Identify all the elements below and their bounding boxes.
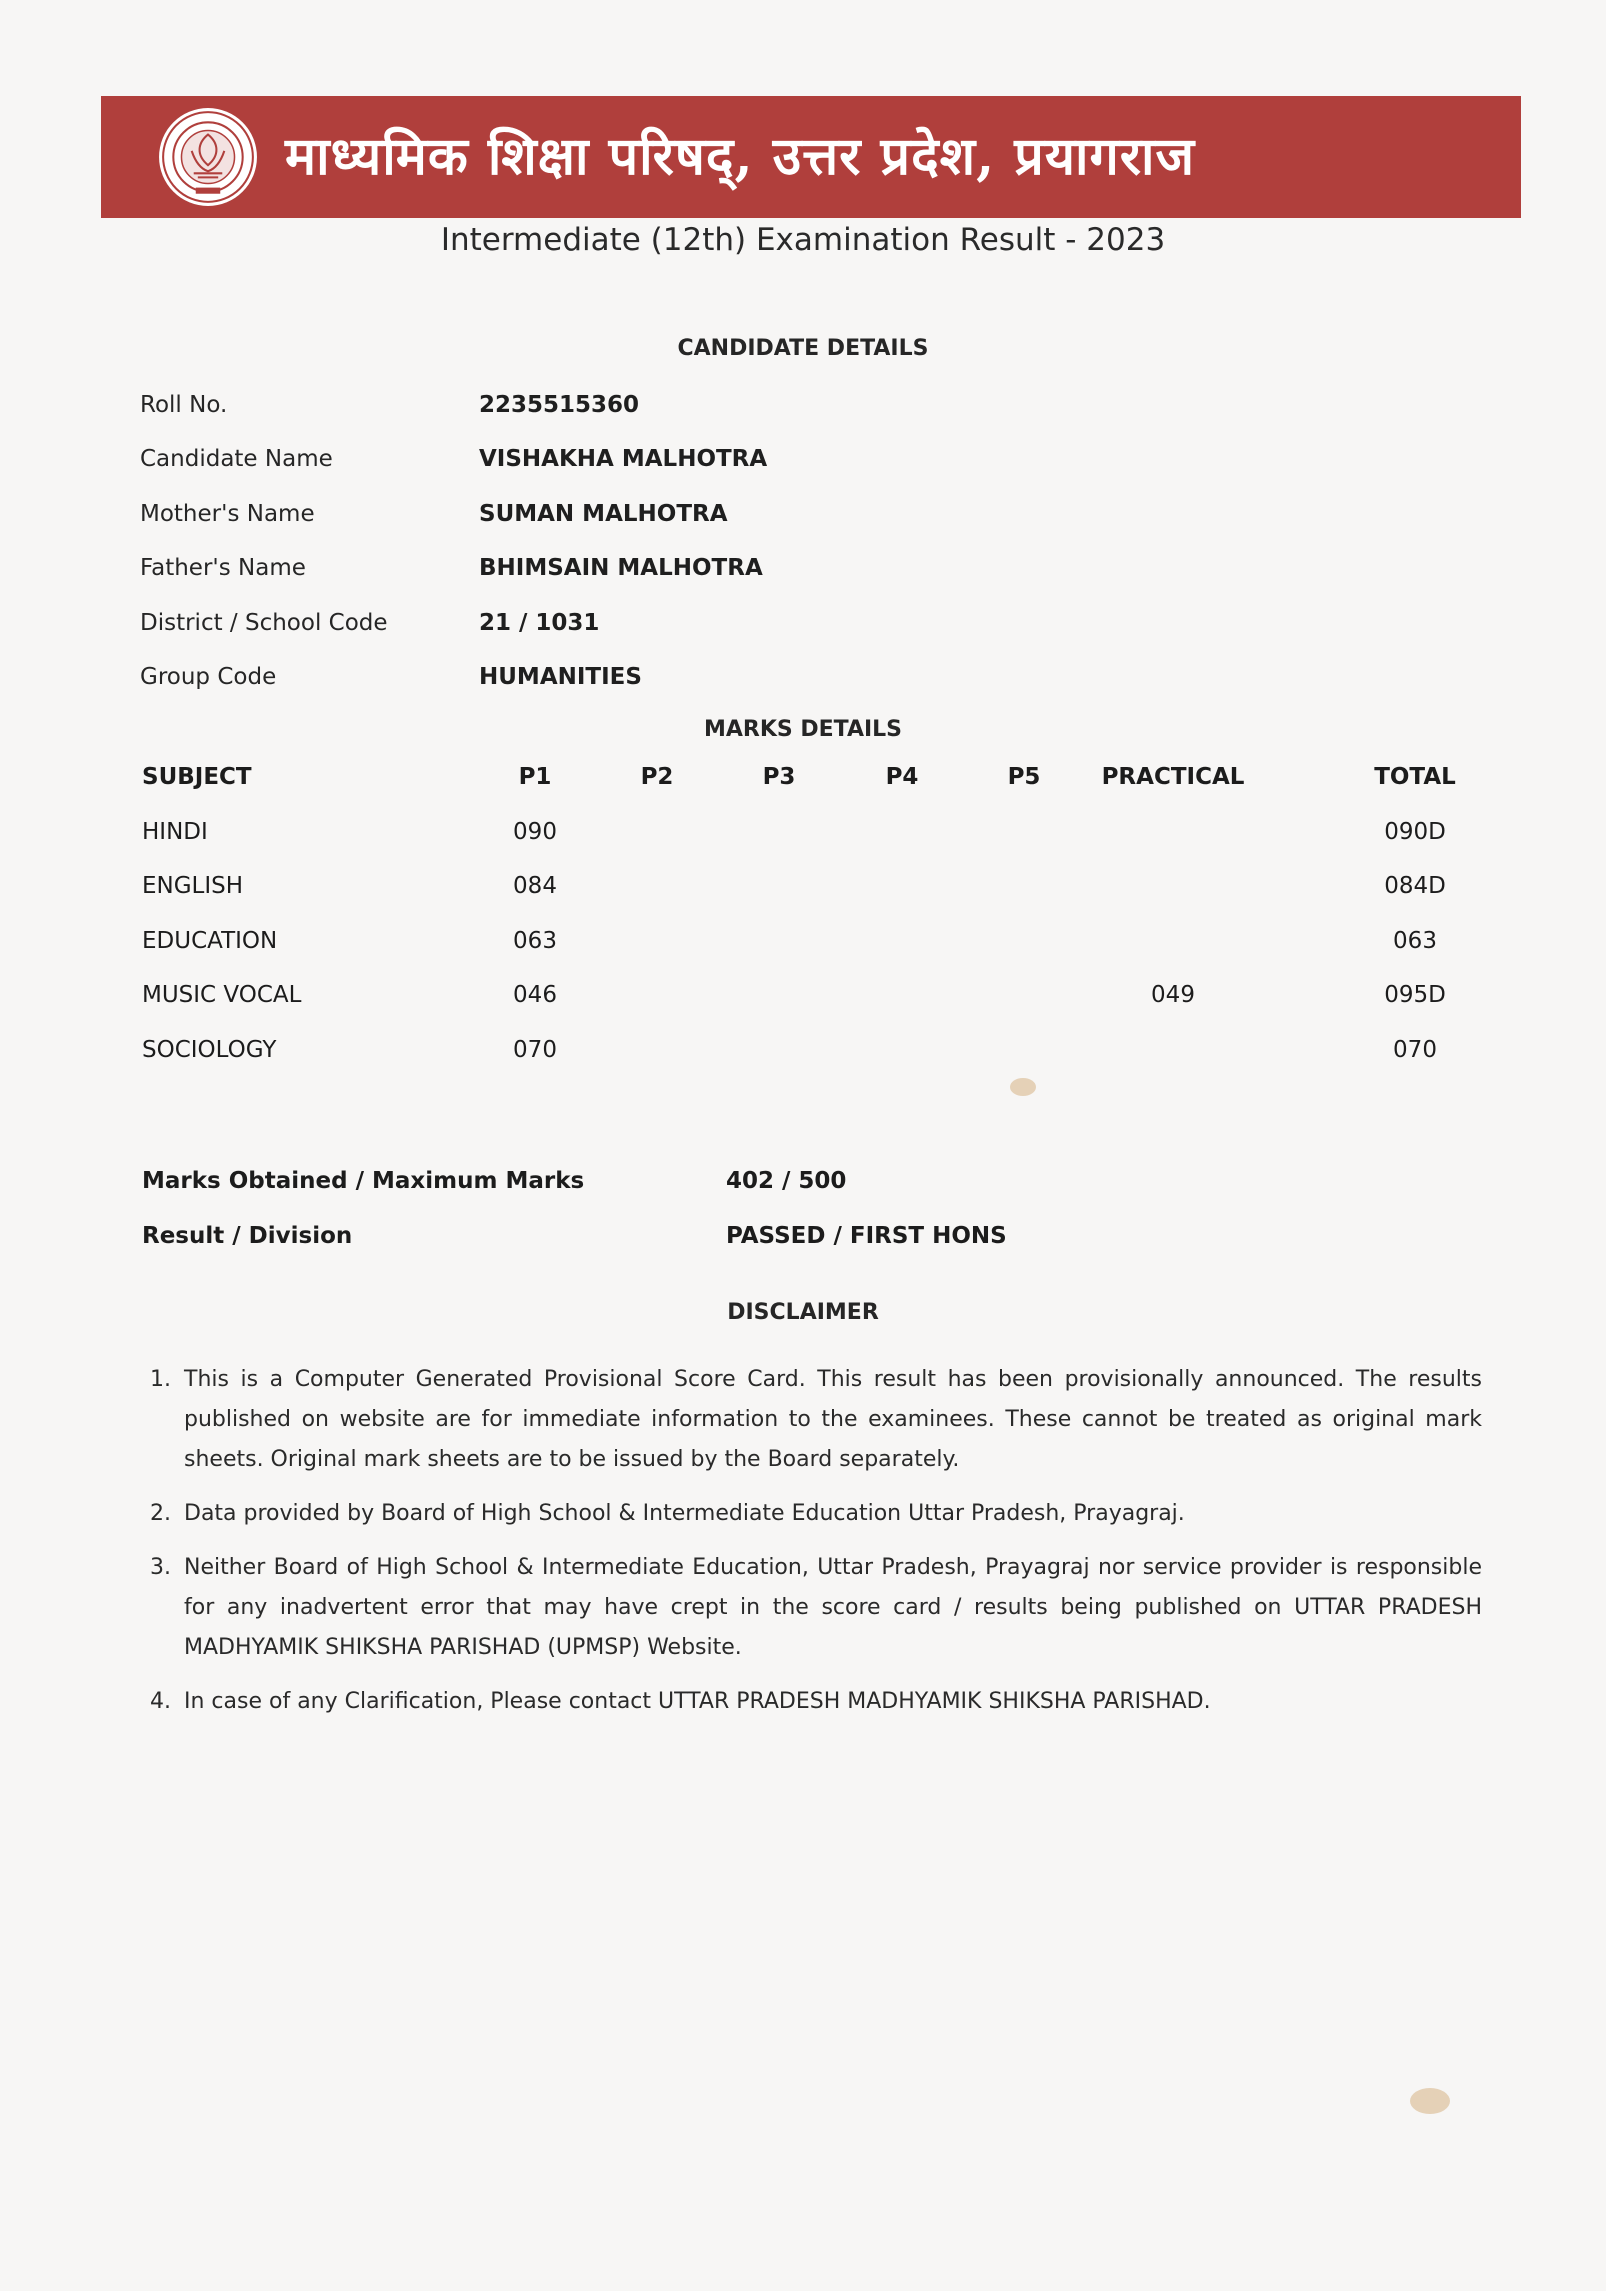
up-board-emblem-icon: [157, 106, 259, 208]
p1-mark: 084: [513, 873, 557, 899]
item-text: Data provided by Board of High School & Intermediate Education Uttar Pradesh, Prayagraj.: [184, 1501, 1185, 1526]
marks-details-title: MARKS DETAILS: [703, 717, 903, 742]
p1-mark: 063: [513, 928, 557, 954]
father-name-value: BHIMSAIN MALHOTRA: [479, 555, 763, 581]
table-row: [140, 928, 1460, 968]
roll-no-row: [140, 392, 1440, 432]
disclaimer-list: [150, 1360, 1482, 1736]
group-code-row: [140, 664, 1440, 704]
group-code-value: HUMANITIES: [479, 664, 642, 690]
header-p2: P2: [640, 764, 674, 790]
board-name: माध्यमिक शिक्षा परिषद्, उत्तर प्रदेश, प्रयागराज: [285, 126, 1196, 187]
total-mark: 063: [1393, 928, 1437, 954]
list-item: [150, 1494, 1482, 1534]
practical-mark: 049: [1151, 982, 1195, 1008]
marks-obtained-value: 402 / 500: [726, 1168, 847, 1194]
list-item: [150, 1548, 1482, 1668]
item-text: In case of any Clarification, Please contact UTTAR PRADESH MADHYAMIK SHIKSHA PARISHAD.: [184, 1689, 1211, 1714]
disclaimer-title: DISCLAIMER: [727, 1300, 879, 1325]
p1-mark: 070: [513, 1037, 557, 1063]
header-p3: P3: [762, 764, 796, 790]
item-number: 4.: [150, 1689, 171, 1714]
total-mark: 090D: [1384, 819, 1446, 845]
header-banner: [101, 96, 1521, 218]
p1-mark: 090: [513, 819, 557, 845]
candidate-name-label: Candidate Name: [140, 446, 333, 472]
header-subject: SUBJECT: [142, 764, 252, 790]
district-school-code-row: [140, 610, 1440, 650]
header-p4: P4: [885, 764, 919, 790]
list-item: [150, 1682, 1482, 1722]
header-total: TOTAL: [1374, 764, 1456, 790]
header-p1: P1: [518, 764, 552, 790]
total-mark: 095D: [1384, 982, 1446, 1008]
result-division-value: PASSED / FIRST HONS: [726, 1223, 1007, 1249]
roll-no-label: Roll No.: [140, 392, 228, 418]
result-division-row: [142, 1223, 1442, 1263]
candidate-name-value: VISHAKHA MALHOTRA: [479, 446, 768, 472]
total-mark: 070: [1393, 1037, 1437, 1063]
subject-name: ENGLISH: [142, 873, 244, 899]
table-row: [140, 819, 1460, 859]
mother-name-value: SUMAN MALHOTRA: [479, 501, 728, 527]
item-number: 1.: [150, 1367, 171, 1392]
subject-name: MUSIC VOCAL: [142, 982, 302, 1008]
marks-summary-row: [142, 1168, 1442, 1208]
candidate-name-row: [140, 446, 1440, 486]
marks-header-row: [140, 764, 1460, 804]
item-text: This is a Computer Generated Provisional Score Card. This result has been provisionally announced. The results published on website are for immediate information to the examinees. These cannot be treated as original mark sheets. Original mark sheets are to be issued by the Board separately.: [184, 1367, 1482, 1472]
subject-name: HINDI: [142, 819, 208, 845]
exam-title: Intermediate (12th) Examination Result - 2023: [440, 222, 1166, 258]
candidate-details-title: CANDIDATE DETAILS: [677, 336, 929, 361]
paper-stain: [1010, 1078, 1036, 1096]
table-row: [140, 982, 1460, 1022]
list-item: [150, 1360, 1482, 1480]
item-text: Neither Board of High School & Intermediate Education, Uttar Pradesh, Prayagraj nor service provider is responsible for any inadvertent error that may have crept in the score card / results being published on UTTAR PRADESH MADHYAMIK SHIKSHA PARISHAD (UPMSP) Website.: [184, 1555, 1482, 1660]
header-p5: P5: [1007, 764, 1041, 790]
father-name-label: Father's Name: [140, 555, 306, 581]
subject-name: EDUCATION: [142, 928, 278, 954]
group-code-label: Group Code: [140, 664, 277, 690]
district-school-code-label: District / School Code: [140, 610, 388, 636]
table-row: [140, 1037, 1460, 1077]
father-name-row: [140, 555, 1440, 595]
p1-mark: 046: [513, 982, 557, 1008]
result-division-label: Result / Division: [142, 1223, 353, 1249]
district-school-code-value: 21 / 1031: [479, 610, 600, 636]
table-row: [140, 873, 1460, 913]
item-number: 3.: [150, 1555, 171, 1580]
header-practical: PRACTICAL: [1101, 764, 1245, 790]
mother-name-label: Mother's Name: [140, 501, 315, 527]
total-mark: 084D: [1384, 873, 1446, 899]
roll-no-value: 2235515360: [479, 392, 640, 418]
marks-obtained-label: Marks Obtained / Maximum Marks: [142, 1168, 585, 1194]
subject-name: SOCIOLOGY: [142, 1037, 277, 1063]
item-number: 2.: [150, 1501, 171, 1526]
paper-stain: [1410, 2088, 1450, 2114]
mother-name-row: [140, 501, 1440, 541]
